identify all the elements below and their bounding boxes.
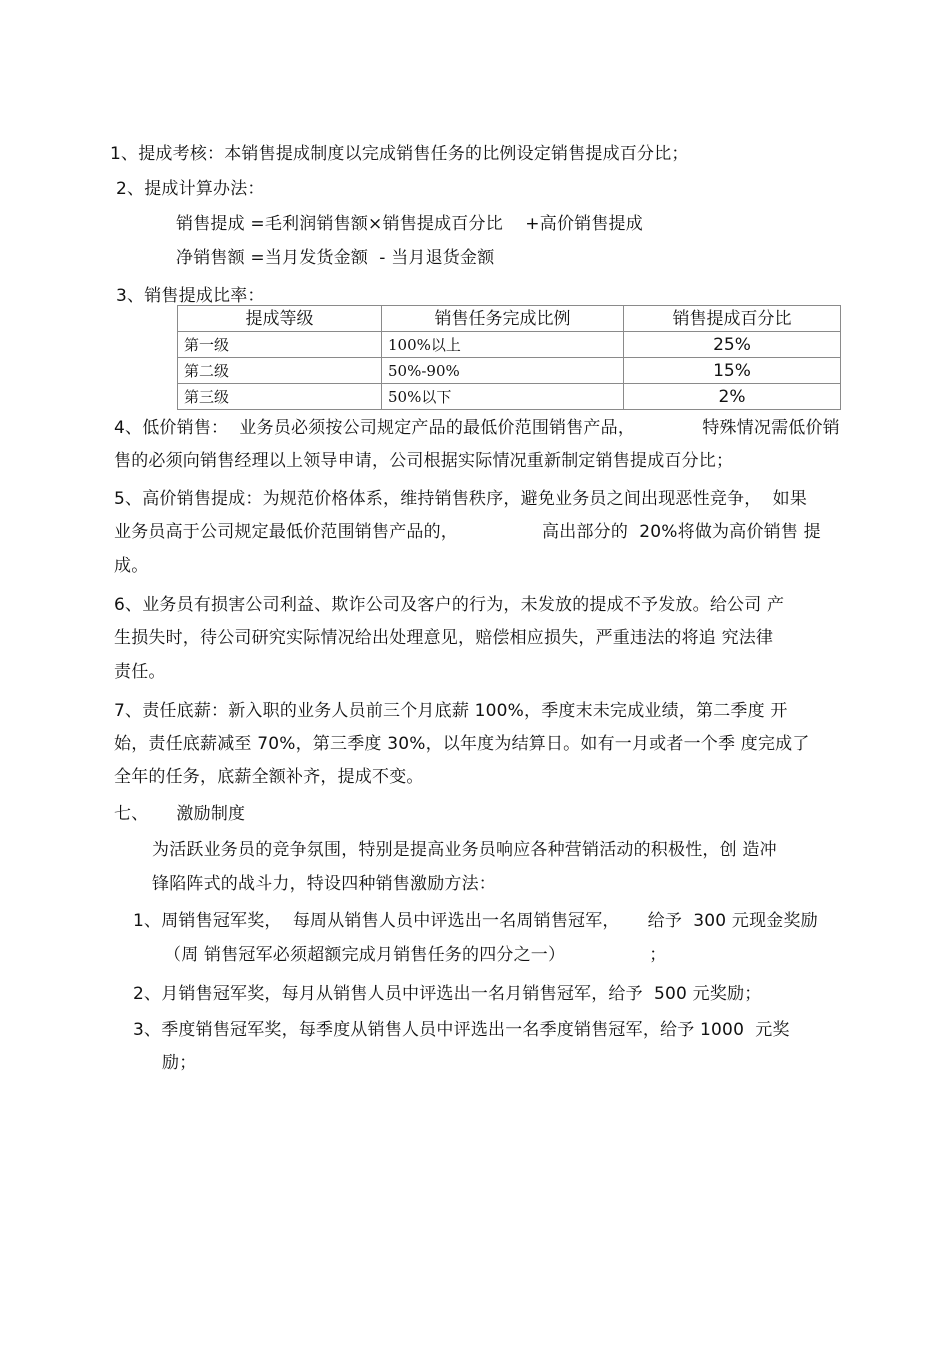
table-cell: 第一级: [178, 332, 382, 358]
item-4-line-2: 售的必须向销售经理以上领导申请，公司根据实际情况重新制定销售提成百分比；: [114, 451, 734, 471]
item-5-line-2: 业务员高于公司规定最低价范围销售产品的， 高出部分的 20%将做为高价销售 提: [114, 522, 821, 542]
table-row: [178, 332, 841, 358]
item-5-line-1: 5、高价销售提成：为规范价格体系，维持销售秩序，避免业务员之间出现恶性竞争， 如果: [114, 489, 808, 509]
table-cell: 第三级: [178, 384, 382, 410]
section-7-heading: 七、 激励制度: [114, 804, 246, 824]
table-cell: 15%: [624, 358, 841, 384]
item-2: 2、提成计算办法：: [116, 179, 265, 199]
table-cell: 第二级: [178, 358, 382, 384]
table-header: 销售提成百分比: [624, 306, 841, 332]
table-row: [178, 384, 841, 410]
table-row: [178, 358, 841, 384]
table-header-row: [178, 306, 841, 332]
formula-net-sales: 净销售额 =当月发货金额 - 当月退货金额: [176, 248, 495, 268]
award-3-line-1: 3、季度销售冠军奖，每季度从销售人员中评选出一名季度销售冠军，给予 1000 元奖: [133, 1020, 790, 1040]
table-cell: 100%以上: [382, 332, 624, 358]
table-cell: 25%: [624, 332, 841, 358]
formula-sales-commission: 销售提成 =毛利润销售额×销售提成百分比 +高价销售提成: [176, 214, 643, 234]
table-header: 销售任务完成比例: [382, 306, 624, 332]
table-cell: 2%: [624, 384, 841, 410]
table-header: 提成等级: [178, 306, 382, 332]
item-6-line-2: 生损失时，待公司研究实际情况给出处理意见，赔偿相应损失，严重违法的将追 究法律: [114, 628, 774, 648]
item-7-line-2: 始，责任底薪减至 70%，第三季度 30%，以年度为结算日。如有一月或者一个季 度完成了: [114, 734, 810, 754]
award-3-line-2: 励；: [162, 1053, 197, 1073]
item-7-line-1: 7、责任底薪：新入职的业务人员前三个月底薪 100%，季度末未完成业绩，第二季度 开: [114, 701, 788, 721]
item-6-line-3: 责任。: [114, 662, 166, 682]
section-7-intro-line-2: 锋陷阵式的战斗力，特设四种销售激励方法：: [152, 874, 496, 894]
table-cell: 50%-90%: [382, 358, 624, 384]
table-cell: 50%以下: [382, 384, 624, 410]
award-1-line-2: （周 销售冠军必须超额完成月销售任务的四分之一） ；: [164, 945, 667, 965]
commission-rate-table: [177, 305, 841, 410]
award-1-line-1: 1、周销售冠军奖， 每周从销售人员中评选出一名周销售冠军， 给予 300 元现金奖励: [133, 911, 818, 931]
item-7-line-3: 全年的任务，底薪全额补齐，提成不变。: [114, 767, 424, 787]
item-3: 3、销售提成比率：: [116, 286, 265, 306]
section-7-intro-line-1: 为活跃业务员的竞争氛围，特别是提高业务员响应各种营销活动的积极性，创 造冲: [152, 840, 777, 860]
award-2: 2、月销售冠军奖，每月从销售人员中评选出一名月销售冠军，给予 500 元奖励；: [133, 984, 762, 1004]
item-5-line-3: 成。: [114, 556, 149, 576]
item-1: 1、提成考核：本销售提成制度以完成销售任务的比例设定销售提成百分比；: [110, 144, 689, 164]
item-6-line-1: 6、业务员有损害公司利益、欺诈公司及客户的行为，未发放的提成不予发放。给公司 产: [114, 595, 785, 615]
item-4-line-1: 4、低价销售： 业务员必须按公司规定产品的最低价范围销售产品， 特殊情况需低价销: [114, 418, 840, 438]
